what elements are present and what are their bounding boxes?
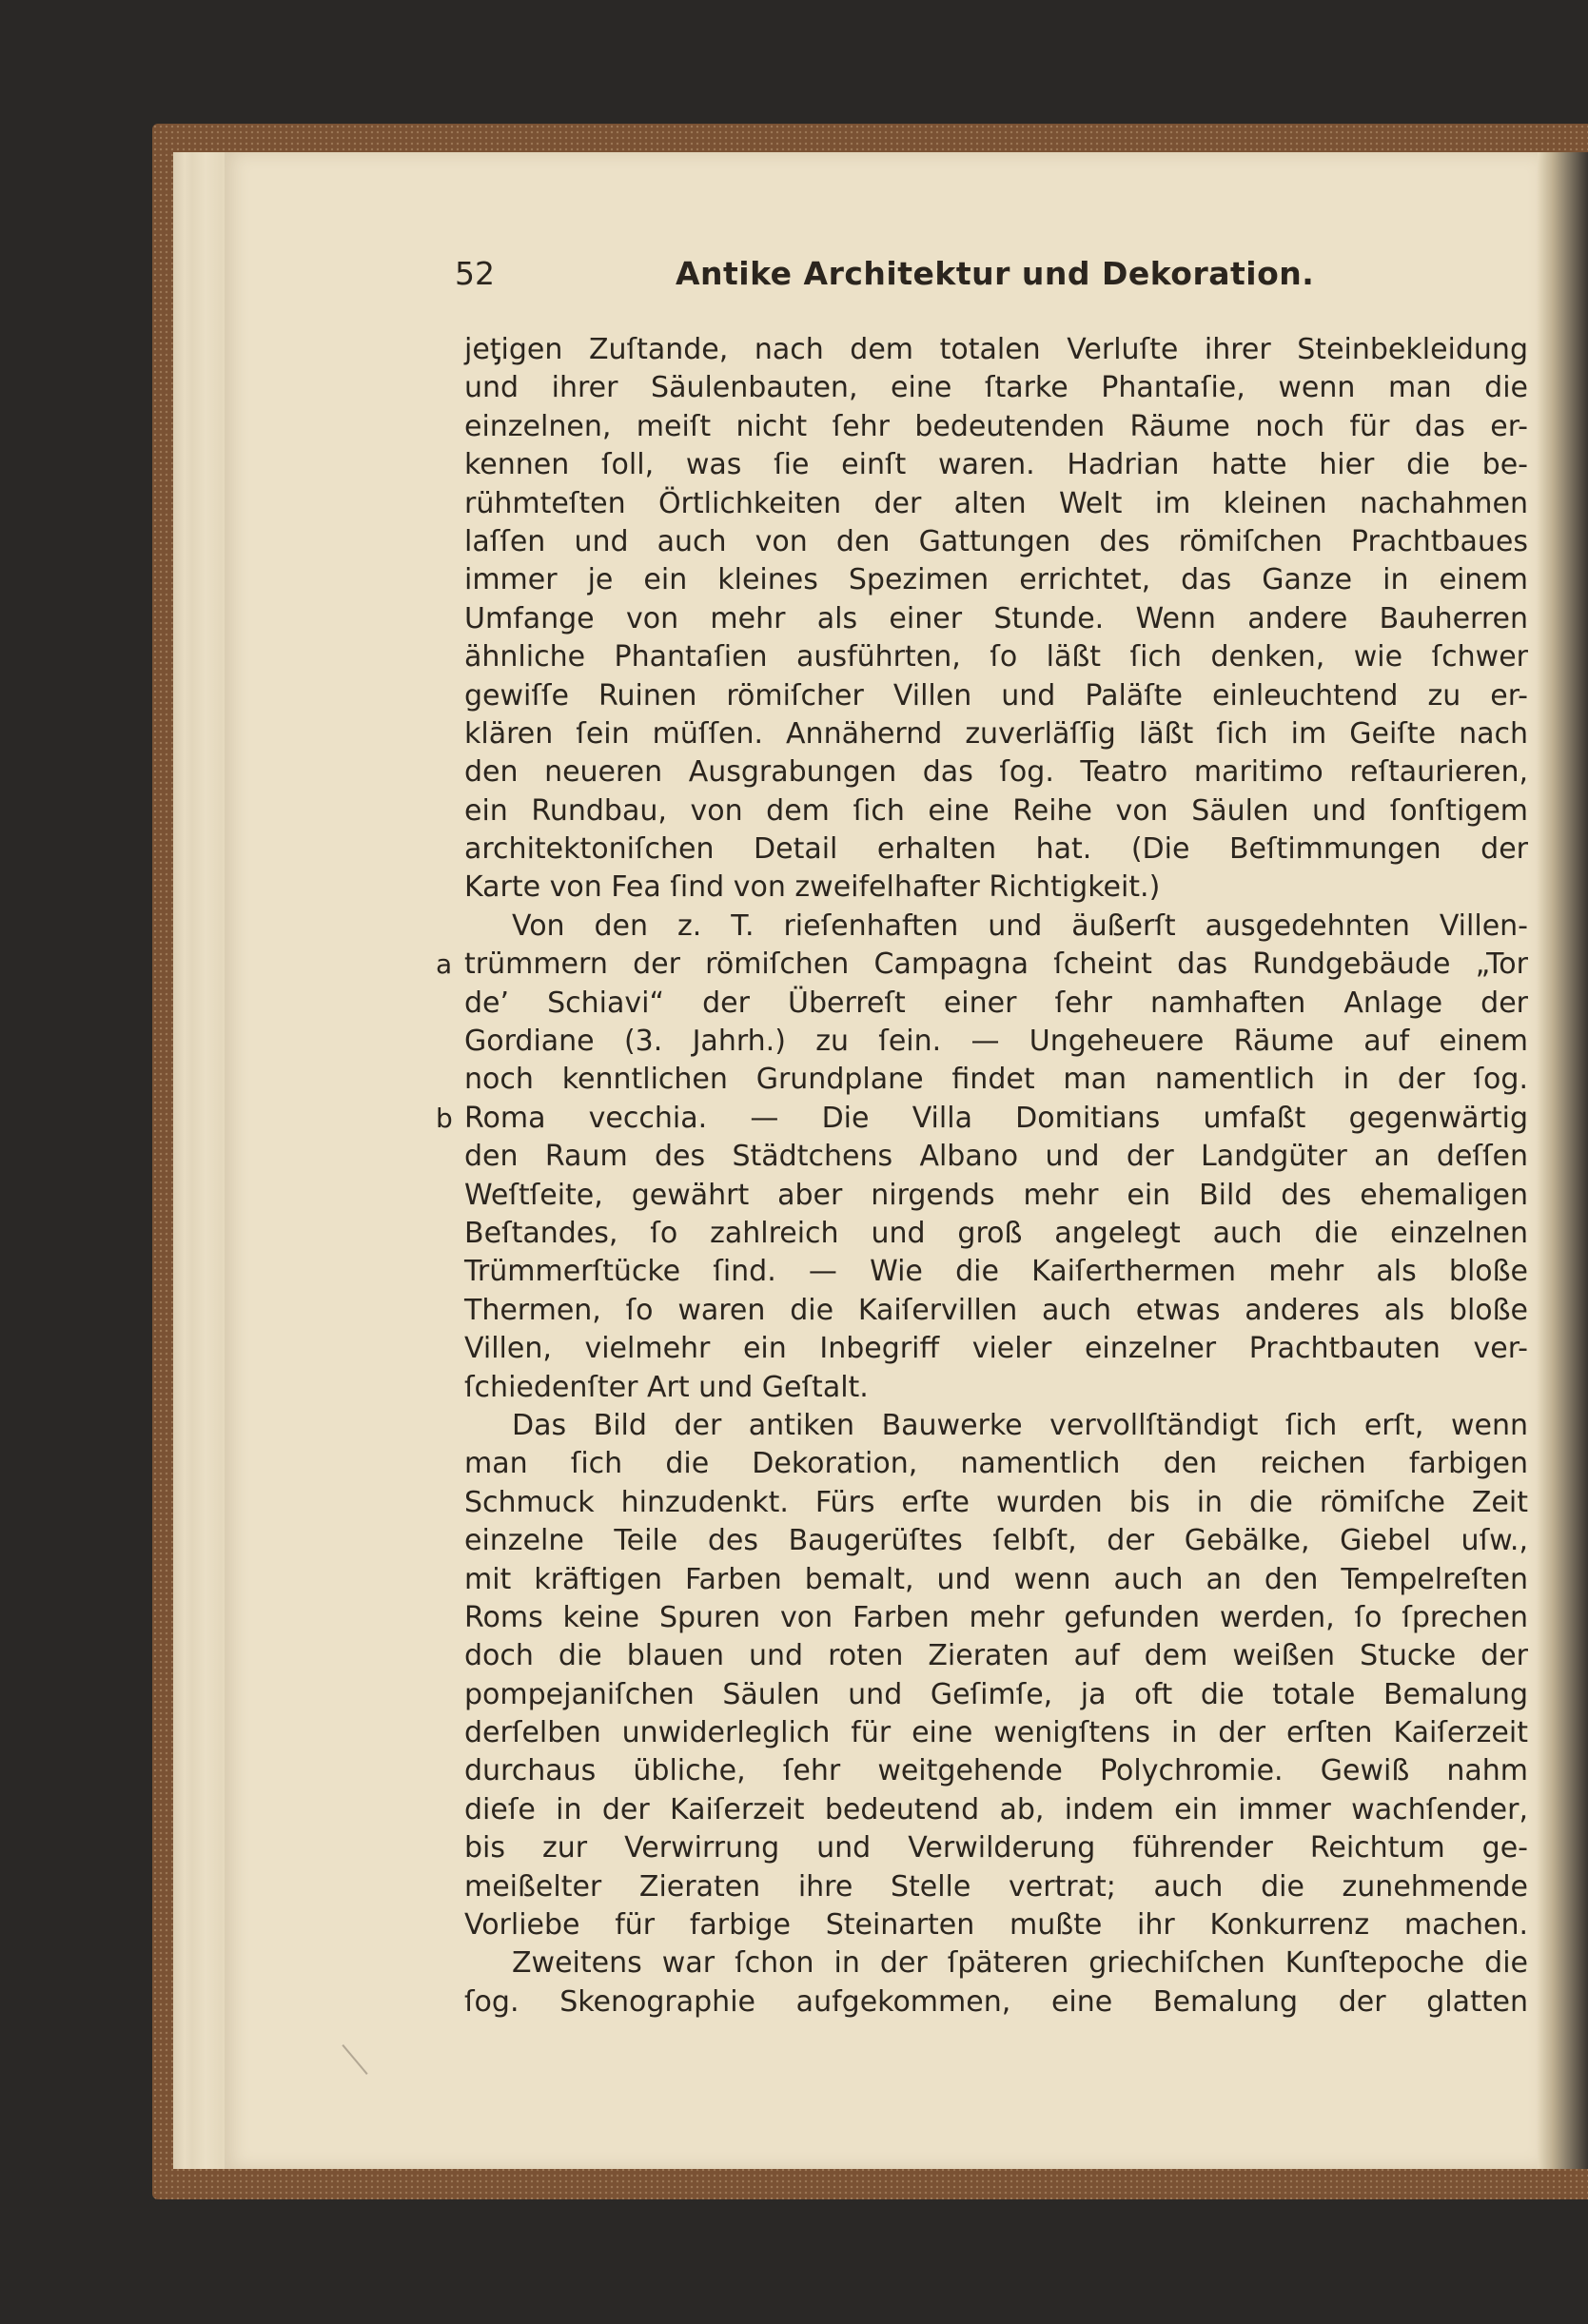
- text-line: architektoniſchen Detail erhalten hat. (Die Beſtimmungen der: [464, 832, 1528, 867]
- text-line: trümmern der römiſchen Campagna ſcheint das Rundgebäude „Tor: [464, 947, 1528, 982]
- text-line: einzelnen, meiſt nicht ſehr bedeutenden Räume noch für das er-: [464, 409, 1528, 443]
- body-text: [436, 331, 1528, 2021]
- text-line: doch die blauen und roten Zieraten auf dem weißen Stucke der: [464, 1639, 1528, 1673]
- text-line: ein Rundbau, von dem ſich eine Reihe von Säulen und ſonſtigem: [464, 793, 1528, 828]
- text-line: Beſtandes, ſo zahlreich und groß angelegt auch die einzelnen: [464, 1216, 1528, 1250]
- text-line: gewiſſe Ruinen römiſcher Villen und Paläſte einleuchtend zu er-: [464, 678, 1528, 713]
- text-line: Schmuck hinzudenkt. Fürs erſte wurden bis in die römiſche Zeit: [464, 1485, 1528, 1519]
- text-line: bis zur Verwirrung und Verwilderung führender Reichtum ge-: [464, 1831, 1528, 1865]
- text-line: einzelne Teile des Baugerüſtes ſelbſt, der Gebälke, Giebel uſw.,: [464, 1524, 1528, 1558]
- text-line: jeƫigen Zuſtande, nach dem totalen Verluſte ihrer Steinbekleidung: [464, 333, 1528, 366]
- text-line-with-note: [436, 1100, 1528, 1138]
- text-line: Villen, vielmehr ein Inbegriff vieler einzelner Prachtbauten ver-: [464, 1332, 1528, 1366]
- text-line: durchaus übliche, ſehr weitgehende Polychromie. Gewiß nahm: [464, 1754, 1528, 1788]
- text-line: ſchiedenſter Art und Geſtalt.: [464, 1370, 869, 1404]
- text-line: den neueren Ausgrabungen das ſog. Teatro maritimo reſtaurieren,: [464, 755, 1528, 790]
- text-line: klären ſein müſſen. Annähernd zuverläſſig läßt ſich im Geiſte nach: [464, 716, 1528, 751]
- text-line: noch kenntlichen Grundplane findet man namentlich in der ſog.: [464, 1063, 1528, 1097]
- text-line: Roma vecchia. — Die Villa Domitians umfaßt gegenwärtig: [464, 1101, 1528, 1135]
- text-line: Vorliebe für farbige Steinarten mußte ihr Konkurrenz machen.: [464, 1908, 1528, 1943]
- text-line: dieſe in der Kaiſerzeit bedeutend ab, indem ein immer wachſender,: [464, 1792, 1528, 1826]
- text-line: Thermen, ſo waren die Kaiſervillen auch etwas anderes als bloße: [464, 1293, 1528, 1327]
- margin-note-b: b: [436, 1102, 453, 1134]
- text-line: den Raum des Städtchens Albano und der Landgüter an deſſen: [464, 1140, 1528, 1174]
- text-line: ähnliche Phantaſien ausführten, ſo läßt ſich denken, wie ſchwer: [464, 640, 1528, 674]
- text-line: und ihrer Säulenbauten, eine ſtarke Phantaſie, wenn man die: [464, 371, 1528, 405]
- text-line: de’ Schiavi“ der Überreſt einer ſehr namhaften Anlage der: [464, 986, 1528, 1020]
- text-line: pompejaniſchen Säulen und Geſimſe, ja oft die totale Bemalung: [464, 1677, 1528, 1711]
- text-line: man ſich die Dekoration, namentlich den reichen farbigen: [464, 1447, 1528, 1481]
- book-gutter: [1538, 152, 1588, 2169]
- text-line-with-note: [436, 946, 1528, 984]
- text-line: kennen ſoll, was ſie einſt waren. Hadrian hatte hier die be-: [464, 448, 1528, 482]
- text-line: immer je ein kleines Spezimen errichtet, das Ganze in einem: [464, 563, 1528, 597]
- text-line: Karte von Fea ſind von zweifelhafter Richtigkeit.): [464, 870, 1161, 905]
- text-line: laſſen und auch von den Gattungen des römiſchen Prachtbaues: [464, 524, 1528, 558]
- text-line: Von den z. T. rieſenhaften und äußerſt ausgedehnten Villen-: [512, 908, 1528, 943]
- text-line: Gordiane (3. Jahrh.) zu ſein. — Ungeheuere Räume auf einem: [464, 1025, 1528, 1059]
- text-line: mit kräftigen Farben bemalt, und wenn auch an den Tempelreſten: [464, 1562, 1528, 1596]
- text-line: rühmteſten Örtlichkeiten der alten Welt im kleinen nachahmen: [464, 486, 1528, 520]
- text-line: Weſtſeite, gewährt aber nirgends mehr ein Bild des ehemaligen: [464, 1178, 1528, 1212]
- text-line: derſelben unwiderleglich für eine wenigſtens in der erſten Kaiſerzeit: [464, 1716, 1528, 1750]
- text-line: Roms keine Spuren von Farben mehr gefunden werden, ſo ſprechen: [464, 1600, 1528, 1634]
- text-line: Umfange von mehr als einer Stunde. Wenn andere Bauherren: [464, 601, 1528, 635]
- text-line: meißelter Zieraten ihre Stelle vertrat; auch die zunehmende: [464, 1869, 1528, 1904]
- margin-note-a: a: [436, 948, 453, 981]
- page-number: 52: [455, 255, 495, 292]
- text-line: Trümmerſtücke ſind. — Wie die Kaiſerthermen mehr als bloße: [464, 1255, 1528, 1289]
- text-line: Zweitens war ſchon in der ſpäteren griechiſchen Kunſtepoche die: [512, 1946, 1528, 1981]
- text-line: ſog. Skenographie aufgekommen, eine Bemalung der glatten: [464, 1984, 1528, 2019]
- chapter-title: Antike Architektur und Dekoration.: [676, 255, 1315, 292]
- running-head: [455, 255, 1528, 303]
- text-line: Das Bild der antiken Bauwerke vervollſtändigt ſich erſt, wenn: [512, 1408, 1528, 1442]
